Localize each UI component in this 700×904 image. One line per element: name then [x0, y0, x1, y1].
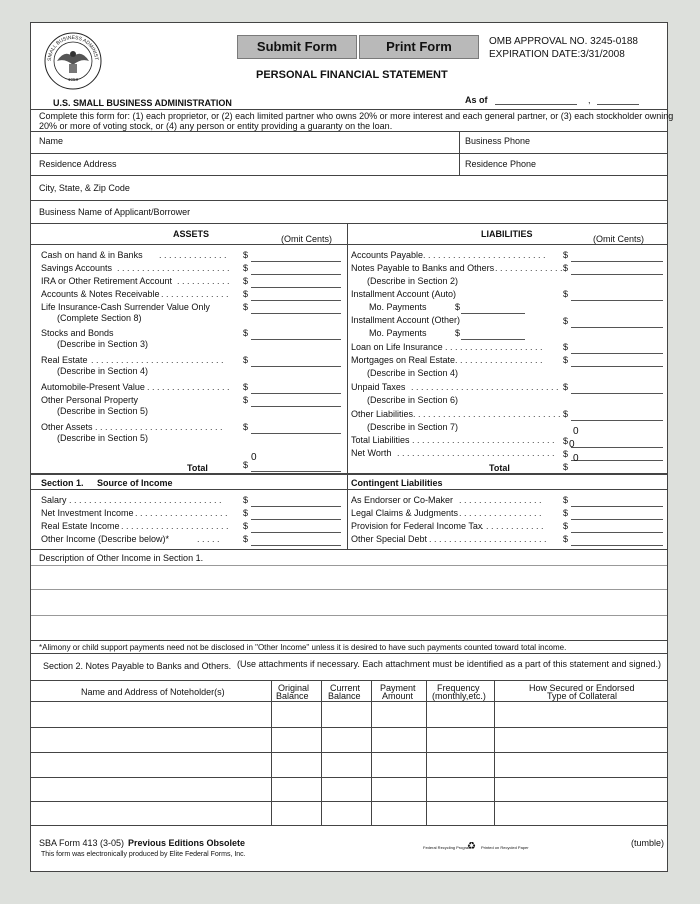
recycling-program: Federal Recycling Program [423, 845, 472, 850]
col-current: Current [330, 683, 361, 693]
liabilities-omit-cents: (Omit Cents) [593, 234, 645, 244]
tumble-note: (tumble) [631, 838, 665, 848]
unpaid-taxes-input[interactable] [571, 382, 663, 394]
real-estate-income-label: Real Estate Income [41, 521, 120, 531]
real-estate-note: (Describe in Section 4) [57, 366, 149, 376]
total-liabilities-value: 0 [573, 426, 579, 437]
life-insurance-note: (Complete Section 8) [57, 313, 142, 323]
liabilities-total-label: Total [489, 463, 510, 473]
omb-approval: OMB APPROVAL NO. 3245-0188 [489, 36, 638, 47]
net-worth-field [571, 449, 663, 461]
expiration-date: EXPIRATION DATE:3/31/2008 [489, 49, 625, 60]
endorser-input[interactable] [571, 495, 663, 507]
savings-label: Savings Accounts [41, 263, 113, 273]
as-of-comma: , [588, 95, 591, 105]
accounts-payable-label: Accounts Payable [351, 250, 424, 260]
net-investment-input[interactable] [251, 508, 341, 520]
svg-text:1953: 1953 [67, 77, 79, 82]
form-page: SMALL BUSINESS ADMINIST 1953 Submit Form Print Form OMB APPROVAL NO. 3245-0188 EXPIRATION DATE:3/31/2008 PERSONAL FINANCIAL STATEMENT U.S. SMALL BUSINESS ADMINISTRATION As of , Complete this form for: (1) each proprietor, or (2) each limited partner who owns 20% or more interest and each general partner, or (3) each stockholder owning 20% or more of voting stock, or (4) any person or entity providing a guaranty on the loan. Name Business Phone Residence Address Residence Phone City, State, & Zip Code Business Name of Applicant/Borrower ASSETS (Omit Cents) LIABILITIES (Omit Cents) Cash on hand & in Banks . . . . . . . . . . . . . . $ Savings Accounts . . . . . . . . . . . . . . . . . . . . . . . $ IRA or Other Retirement Account . . . . . . . . . . . $ Accounts & Notes Receivable . . . . . . . . . . . . . . $ Life Insurance-Cash Surrender Value Only $ (Complete Section 8) Stocks and Bonds $ (Describe in Section 3) Real Estate . . . . . . . . . . . . . . . . . . . . . . . . . . . $ (Describe in Section 4) Automobile-Present Value . . . . . . . . . . . . . . . . . $ Other Personal Property $ (Describe in Section 5) Other Assets . . . . . . . . . . . . . . . . . . . . . . . . . . $ (Describe in Section 5) Total $ 0 Accounts Payable . . . . . . . . . . . . . . . . . . . . . . . . . $ Notes Payable to Banks and Others . . . . . . . . . . . . . . $ (Describe in Section 2) Installment Account (Auto) $ Mo. Payments $ Installment Account (Other) $ Mo. Payments $ Loan on Life Insurance . . . . . . . . . . . . . . . . . . . . $ Mortgages on Real Estate . . . . . . . . . . . . . . . . . . $ (Describe in Section 4) Unpaid Taxes . . . . . . . . . . . . . . . . . . . . . . . . . . . . . . $ (Describe in Section 6) Other Liabilities . . . . . . . . . . . . . . . . . . . . . . . . . . . . . . $ (Describe in Section 7) Total Liabilities . . . . . . . . . . . . . . . . . . . . . . . . . . . . . . $ 0 Net Worth . . . . . . . . . . . . . . . . . . . . . . . . . . . . . . . . $ 0 Total $ 0 Section 1. Source of Income Contingent Liabilities Salary . . . . . . . . . . . . . . . . . . . . . . . . . . . . . . . $ Net Investment Income . . . . . . . . . . . . . . . . . . . $ Real Estate Income . . . . . . . . . . . . . . . . . . . . . . $ Other Income (Describe below)* . . . . . $ As Endorser or Co-Maker . . . . . . . . . . . . . . . . . $ Legal Claims & Judgments . . . . . . . . . . . . . . . . . $ Provision for Federal Income Tax . . . . . . . . . . . . . $ Other Special Debt . . . . . . . . . . . . . . . . . . . . . . . . $ Description of Other Income in Section 1. *Alimony or child support payments need not be disclosed in "Other Income" unless it is desired to have such payments counted toward total income. Section 2. Notes Payable to Banks and Others. (Use attachments if necessary. Each attachment must be identified as a part of this statement and signed.) Name and Address of Noteholder(s) Original Balance Current Balance Payment Amount Frequency (monthly,etc.) How Secured or Endorsed Type of Collateral SBA Form 413 (3-05) Previous Editions Obsolete This form was electronically produced by Elite Federal Forms, Inc. Federal Recycling Program ♻ Printed on Recycled Paper (tumble) [30, 22, 668, 872]
other-liabilities-input[interactable] [571, 409, 663, 421]
other-income-input[interactable] [251, 534, 341, 546]
mortgages-input[interactable] [571, 355, 663, 367]
life-insurance-label: Life Insurance-Cash Surrender Value Only [41, 302, 210, 312]
stocks-note: (Describe in Section 3) [57, 339, 149, 349]
contingent-heading: Contingent Liabilities [351, 478, 443, 488]
ira-input[interactable] [251, 276, 341, 288]
produced-by: This form was electronically produced by Elite Federal Forms, Inc. [41, 851, 246, 858]
form-id: SBA Form 413 (3-05) [39, 838, 125, 848]
liabilities-heading: LIABILITIES [481, 229, 533, 239]
total-liabilities-field [571, 436, 663, 448]
table-row[interactable] [31, 825, 667, 826]
assets-total-field [251, 460, 341, 472]
table-row[interactable] [31, 727, 667, 728]
alimony-footnote: *Alimony or child support payments need not be disclosed in "Other Income" unless it is desired to have such payments counted toward total income. [39, 643, 567, 652]
other-assets-note: (Describe in Section 5) [57, 433, 149, 443]
section2-title: Section 2. Notes Payable to Banks and Others. [43, 661, 232, 671]
col-frequency: Frequency [437, 683, 480, 693]
accounts-payable-input[interactable] [571, 250, 663, 262]
print-form-button[interactable]: Print Form [359, 35, 479, 59]
as-of-label: As of [465, 95, 488, 105]
cash-input[interactable] [251, 250, 341, 262]
other-assets-input[interactable] [251, 422, 341, 434]
other-liabilities-label: Other Liabilities [351, 409, 414, 419]
real-estate-income-input[interactable] [251, 521, 341, 533]
endorser-label: As Endorser or Co-Maker [351, 495, 454, 505]
svg-text:SMALL BUSINESS ADMINISTRATION: SMALL BUSINESS ADMINIST [46, 34, 100, 62]
section2-note: (Use attachments if necessary. Each attachment must be identified as a part of this statement and signed.) [237, 659, 662, 669]
personal-property-label: Other Personal Property [41, 395, 139, 405]
other-mo-payments-input[interactable] [461, 328, 525, 340]
other-liabilities-note: (Describe in Section 7) [367, 422, 459, 432]
savings-input[interactable] [251, 263, 341, 275]
provision-tax-input[interactable] [571, 521, 663, 533]
col-payment: Payment [380, 683, 416, 693]
liabilities-total-value: 0 [573, 453, 579, 464]
provision-tax-label: Provision for Federal Income Tax [351, 521, 483, 531]
col-original: Original [278, 683, 310, 693]
other-assets-label: Other Assets [41, 422, 93, 432]
installment-auto-input[interactable] [571, 289, 663, 301]
table-row[interactable] [31, 752, 667, 753]
auto-mo-payments-input[interactable] [461, 302, 525, 314]
mortgages-note: (Describe in Section 4) [367, 368, 459, 378]
loan-life-label: Loan on Life Insurance [351, 342, 443, 352]
as-of-date-field[interactable] [495, 104, 577, 105]
col-payment-2: Amount [382, 691, 414, 701]
business-phone-label: Business Phone [465, 136, 531, 146]
automobile-label: Automobile-Present Value [41, 382, 145, 392]
obsolete-note: Previous Editions Obsolete [128, 838, 246, 848]
stocks-input[interactable] [251, 328, 341, 340]
other-income-description-label: Description of Other Income in Section 1. [39, 553, 204, 563]
col-secured: How Secured or Endorsed [529, 683, 635, 693]
residence-phone-label: Residence Phone [465, 159, 537, 169]
city-state-zip-label: City, State, & Zip Code [39, 183, 130, 193]
personal-property-note: (Describe in Section 5) [57, 406, 149, 416]
col-original-2: Balance [276, 691, 309, 701]
automobile-input[interactable] [251, 382, 341, 394]
special-debt-input[interactable] [571, 534, 663, 546]
net-worth-value: 0 [569, 439, 575, 450]
col-collateral: Type of Collateral [547, 691, 618, 701]
recycled-paper: Printed on Recycled Paper [481, 845, 529, 850]
table-row[interactable] [31, 801, 667, 802]
table-row[interactable] [31, 777, 667, 778]
mortgages-label: Mortgages on Real Estate [351, 355, 456, 365]
salary-label: Salary [41, 495, 67, 505]
total-liabilities-label: Total Liabilities [351, 435, 410, 445]
form-title: PERSONAL FINANCIAL STATEMENT [256, 69, 448, 81]
as-of-year-field[interactable] [597, 104, 639, 105]
installment-other-input[interactable] [571, 316, 663, 328]
notes-payable-input[interactable] [571, 263, 663, 275]
assets-total-value: 0 [251, 452, 257, 463]
source-of-income-heading: Source of Income [97, 478, 173, 488]
col-current-2: Balance [328, 691, 361, 701]
installment-auto-label: Installment Account (Auto) [351, 289, 457, 299]
agency-name: U.S. SMALL BUSINESS ADMINISTRATION [53, 98, 232, 108]
installment-other-label: Installment Account (Other) [351, 315, 461, 325]
residence-address-label: Residence Address [39, 159, 117, 169]
intro-line-1: Complete this form for: (1) each proprietor, or (2) each limited partner who owns 20% or more interest and each general partner, or (3) each stockholder owning [39, 111, 674, 121]
special-debt-label: Other Special Debt [351, 534, 428, 544]
submit-form-button[interactable]: Submit Form [237, 35, 357, 59]
unpaid-taxes-note: (Describe in Section 6) [367, 395, 459, 405]
business-name-label: Business Name of Applicant/Borrower [39, 207, 191, 217]
personal-property-input[interactable] [251, 395, 341, 407]
real-estate-label: Real Estate [41, 355, 88, 365]
unpaid-taxes-label: Unpaid Taxes [351, 382, 406, 392]
auto-mo-payments-label: Mo. Payments [369, 302, 427, 312]
salary-input[interactable] [251, 495, 341, 507]
sba-seal-icon [43, 31, 103, 91]
assets-heading: ASSETS [173, 229, 210, 239]
col-frequency-2: (monthly,etc.) [432, 691, 486, 701]
real-estate-input[interactable] [251, 355, 341, 367]
other-income-label: Other Income (Describe below)* [41, 534, 170, 544]
notes-payable-note: (Describe in Section 2) [367, 276, 459, 286]
net-worth-label: Net Worth [351, 448, 392, 458]
section1-heading: Section 1. [41, 478, 84, 488]
receivable-label: Accounts & Notes Receivable [41, 289, 160, 299]
life-insurance-input[interactable] [251, 302, 341, 314]
ira-label: IRA or Other Retirement Account [41, 276, 173, 286]
notes-payable-label: Notes Payable to Banks and Others [351, 263, 495, 273]
cash-label: Cash on hand & in Banks [41, 250, 143, 260]
assets-omit-cents: (Omit Cents) [281, 234, 333, 244]
col-noteholder: Name and Address of Noteholder(s) [81, 687, 225, 697]
assets-total-label: Total [187, 463, 208, 473]
other-mo-payments-label: Mo. Payments [369, 328, 427, 338]
name-label: Name [39, 136, 64, 146]
receivable-input[interactable] [251, 289, 341, 301]
legal-claims-input[interactable] [571, 508, 663, 520]
recycle-icon: ♻ [467, 841, 476, 852]
intro-line-2: 20% or more of voting stock, or (4) any person or entity providing a guaranty on the loan. [39, 121, 393, 131]
stocks-label: Stocks and Bonds [41, 328, 114, 338]
legal-claims-label: Legal Claims & Judgments [351, 508, 459, 518]
net-investment-label: Net Investment Income [41, 508, 134, 518]
loan-life-input[interactable] [571, 342, 663, 354]
